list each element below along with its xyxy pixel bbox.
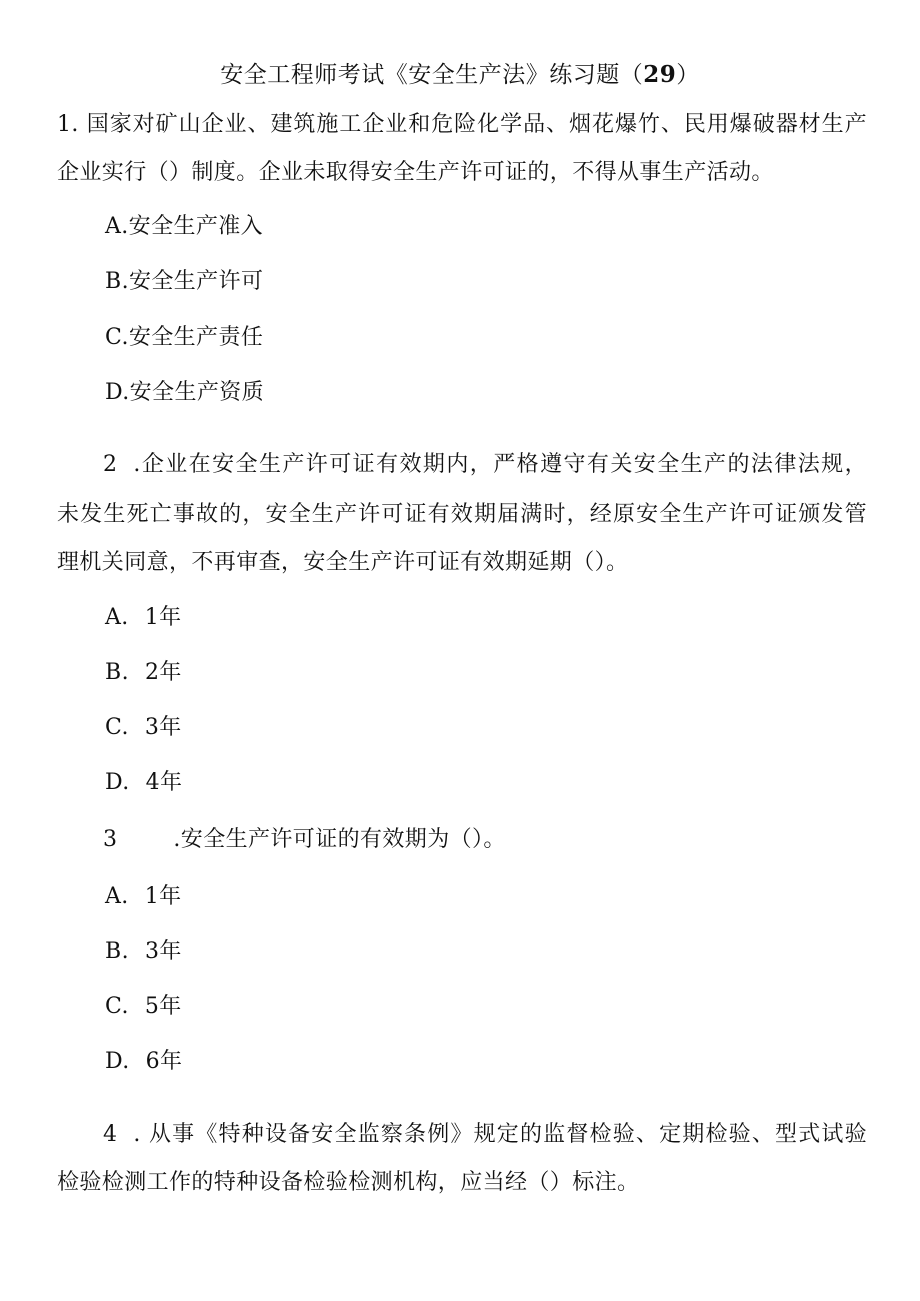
q2-option-b xyxy=(105,658,182,688)
q2-option-d-letter: D. xyxy=(105,770,130,795)
q2-option-a-letter: A. xyxy=(105,605,129,630)
q3-option-b-letter: B. xyxy=(105,939,129,964)
q2-option-d xyxy=(105,768,182,798)
q3-text-1: .安全生产许可证的有效期为（）。 xyxy=(173,827,506,852)
q1-line-1: 1. 国家对矿山企业、建筑施工企业和危险化学品、烟花爆竹、民用爆破器材生产 xyxy=(57,112,867,137)
q3-option-c-text: 5年 xyxy=(144,994,182,1019)
q2-text-1: .企业在安全生产许可证有效期内，严格遵守有关安全生产的法律法规， xyxy=(133,452,867,477)
q2-option-c-letter: C. xyxy=(105,715,129,740)
q1-option-c: C.安全生产责任 xyxy=(105,325,264,350)
q2-option-a xyxy=(105,603,182,633)
q1-option-a: A.安全生产准入 xyxy=(105,214,264,239)
q4-number: 4 xyxy=(103,1122,118,1147)
q3-number: 3 xyxy=(103,827,118,852)
q2-option-c-text: 3年 xyxy=(144,715,182,740)
q2-number: 2 xyxy=(103,452,118,477)
q3-option-d-text: 6年 xyxy=(145,1049,183,1074)
q3-option-a-text: 1年 xyxy=(144,884,182,909)
q2-line-1 xyxy=(103,450,867,480)
q2-option-d-text: 4年 xyxy=(145,770,183,795)
q1-option-b: B.安全生产许可 xyxy=(105,269,264,294)
q2-option-c xyxy=(105,713,182,743)
q3-option-d-letter: D. xyxy=(105,1049,130,1074)
q2-option-b-text: 2年 xyxy=(144,660,182,685)
q4-line-1 xyxy=(103,1120,867,1150)
q3-option-b-text: 3年 xyxy=(144,939,182,964)
q2-line-2: 未发生死亡事故的，安全生产许可证有效期届满时，经原安全生产许可证颁发管 xyxy=(57,502,867,527)
q3-option-c xyxy=(105,992,182,1022)
q4-line-2: 检验检测工作的特种设备检验检测机构，应当经（）标注。 xyxy=(57,1170,640,1195)
q2-option-a-text: 1年 xyxy=(144,605,182,630)
q3-option-b xyxy=(105,937,182,967)
title-close: ） xyxy=(676,62,700,88)
q3-option-a-letter: A. xyxy=(105,884,129,909)
q3-option-d xyxy=(105,1047,182,1077)
q4-text-1: . 从事《特种设备安全监察条例》规定的监督检验、定期检验、型式试验 xyxy=(133,1122,867,1147)
title-main: 安全工程师考试《安全生产法》练习题（ xyxy=(220,62,644,88)
q2-option-b-letter: B. xyxy=(105,660,129,685)
q1-line-2: 企业实行（）制度。企业未取得安全生产许可证的，不得从事生产活动。 xyxy=(57,160,774,185)
q2-line-3: 理机关同意，不再审查，安全生产许可证有效期延期（）。 xyxy=(57,550,629,575)
title-number: 29 xyxy=(643,61,677,88)
q3-option-c-letter: C. xyxy=(105,994,129,1019)
q3-line-1 xyxy=(103,825,506,855)
q3-option-a xyxy=(105,882,182,912)
document-title xyxy=(0,60,920,90)
q1-option-d: D.安全生产资质 xyxy=(105,380,265,405)
